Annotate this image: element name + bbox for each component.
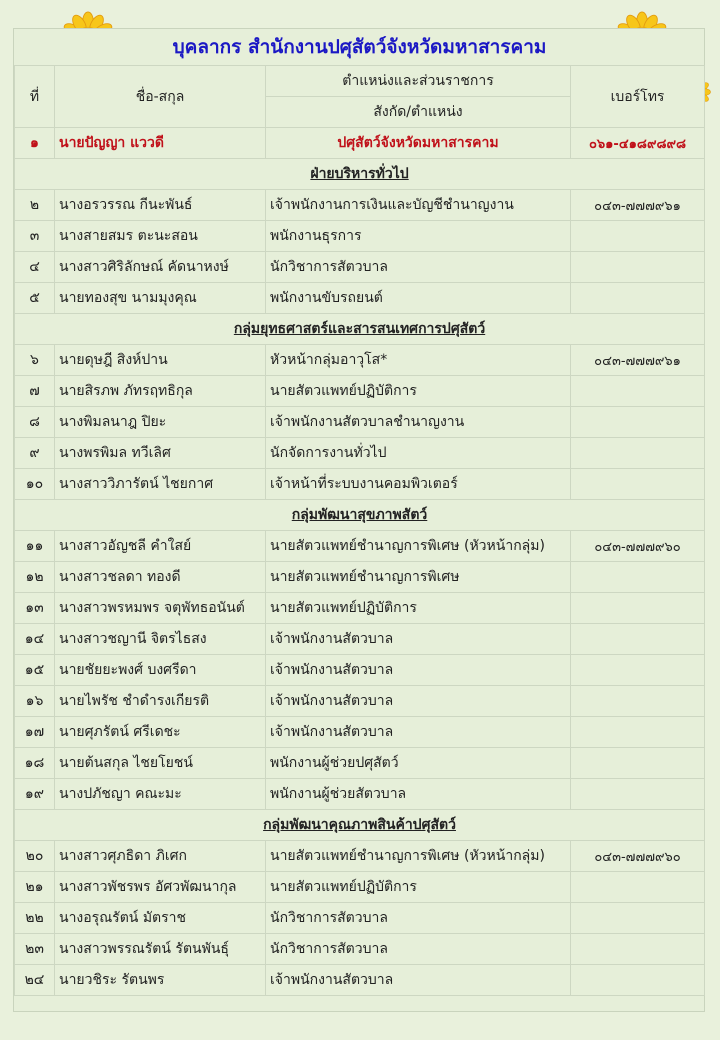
row-no: ๙ — [15, 438, 55, 469]
row-phone — [571, 221, 705, 252]
table-row — [15, 903, 705, 934]
row-name: นางอรุณรัตน์ มัตราช — [55, 903, 266, 934]
row-name: นางสาวพรหมพร จตุพัทธอนันต์ — [55, 593, 266, 624]
row-position: นายสัตวแพทย์ปฏิบัติการ — [266, 872, 571, 903]
row-phone — [571, 748, 705, 779]
group-heading: กลุ่มยุทธศาสตร์และสารสนเทศการปศุสัตว์ — [15, 314, 705, 345]
row-no: ๒๐ — [15, 841, 55, 872]
table-row — [15, 531, 705, 562]
row-name: นางสาวพัชรพร อัศวพัฒนากุล — [55, 872, 266, 903]
staff-directory-sheet — [13, 28, 705, 1012]
row-name: นายทองสุข นามมุงคุณ — [55, 283, 266, 314]
row-phone — [571, 252, 705, 283]
row-no: ๑๒ — [15, 562, 55, 593]
row-position: นายสัตวแพทย์ปฏิบัติการ — [266, 376, 571, 407]
row-phone — [571, 965, 705, 996]
row-no: ๑๙ — [15, 779, 55, 810]
row-name: นางพิมลนาฎ ปิยะ — [55, 407, 266, 438]
row-no: ๑๕ — [15, 655, 55, 686]
row-phone — [571, 593, 705, 624]
row-position: เจ้าพนักงานสัตวบาล — [266, 717, 571, 748]
row-name: นางอรวรรณ กีนะพันธ์ — [55, 190, 266, 221]
row-name: นางสาวชญานี จิตรไธสง — [55, 624, 266, 655]
title-row — [15, 29, 705, 66]
row-no: ๑๑ — [15, 531, 55, 562]
row-no: ๔ — [15, 252, 55, 283]
row-no: ๑๐ — [15, 469, 55, 500]
group-heading-row — [15, 810, 705, 841]
header-subposition: สังกัด/ตำแหน่ง — [266, 97, 571, 128]
row-position: นายสัตวแพทย์ชำนาญการพิเศษ (หัวหน้ากลุ่ม) — [266, 531, 571, 562]
row-phone — [571, 438, 705, 469]
row-position: เจ้าพนักงานสัตวบาลชำนาญงาน — [266, 407, 571, 438]
row-name: นางสาววิภารัตน์ ไชยกาศ — [55, 469, 266, 500]
row-name: นางพรพิมล ทวีเลิศ — [55, 438, 266, 469]
row-no: ๒๑ — [15, 872, 55, 903]
row-position: หัวหน้ากลุ่มอาวุโส* — [266, 345, 571, 376]
page-title: บุคลากร สำนักงานปศุสัตว์จังหวัดมหาสารคาม — [15, 29, 705, 66]
row-position: พนักงานธุรการ — [266, 221, 571, 252]
row-name: นายสิรภพ ภัทรฤทธิกุล — [55, 376, 266, 407]
staff-table — [14, 29, 705, 996]
row-no: ๓ — [15, 221, 55, 252]
row-phone: ๐๔๓-๗๗๗๙๖๐ — [571, 531, 705, 562]
row-no: ๑๔ — [15, 624, 55, 655]
row-position: พนักงานขับรถยนต์ — [266, 283, 571, 314]
row-phone — [571, 934, 705, 965]
header-row — [15, 66, 705, 97]
row-position: เจ้าหน้าที่ระบบงานคอมพิวเตอร์ — [266, 469, 571, 500]
row-name: นายปัญญา แววดี — [55, 128, 266, 159]
row-name: นายวชิระ รัตนพร — [55, 965, 266, 996]
row-name: นางสาวศุภธิดา ภิเศก — [55, 841, 266, 872]
row-phone: ๐๔๓-๗๗๗๙๖๑ — [571, 190, 705, 221]
row-position: พนักงานผู้ช่วยสัตวบาล — [266, 779, 571, 810]
row-position: นักวิชาการสัตวบาล — [266, 252, 571, 283]
group-heading: ฝ่ายบริหารทั่วไป — [15, 159, 705, 190]
header-no: ที่ — [15, 66, 55, 128]
row-phone — [571, 717, 705, 748]
table-row — [15, 593, 705, 624]
row-name: นางสาวศิริลักษณ์ คัดนาหงษ์ — [55, 252, 266, 283]
row-phone — [571, 686, 705, 717]
table-row — [15, 624, 705, 655]
row-name: นางสาวชลดา ทองดี — [55, 562, 266, 593]
row-no: ๑๗ — [15, 717, 55, 748]
row-phone — [571, 407, 705, 438]
row-position: เจ้าพนักงานสัตวบาล — [266, 965, 571, 996]
table-row — [15, 934, 705, 965]
table-row — [15, 841, 705, 872]
row-phone — [571, 376, 705, 407]
row-no: ๑๖ — [15, 686, 55, 717]
row-phone — [571, 469, 705, 500]
row-position: พนักงานผู้ช่วยปศุสัตว์ — [266, 748, 571, 779]
row-phone — [571, 283, 705, 314]
row-name: นางสาวพรรณรัตน์ รัตนพันธุ์ — [55, 934, 266, 965]
table-row — [15, 376, 705, 407]
table-row — [15, 686, 705, 717]
row-name: นายชัยยะพงศ์ บงศรีดา — [55, 655, 266, 686]
table-row — [15, 965, 705, 996]
table-row — [15, 252, 705, 283]
row-phone — [571, 655, 705, 686]
header-position: ตำแหน่งและส่วนราชการ — [266, 66, 571, 97]
row-name: นายต้นสกุล ไชยโยชน์ — [55, 748, 266, 779]
row-phone — [571, 624, 705, 655]
row-position: เจ้าพนักงานสัตวบาล — [266, 686, 571, 717]
table-row — [15, 221, 705, 252]
row-position: เจ้าพนักงานสัตวบาล — [266, 624, 571, 655]
row-no: ๒๓ — [15, 934, 55, 965]
row-position: ปศุสัตว์จังหวัดมหาสารคาม — [266, 128, 571, 159]
header-phone: เบอร์โทร — [571, 66, 705, 128]
row-position: เจ้าพนักงานสัตวบาล — [266, 655, 571, 686]
row-position: นายสัตวแพทย์ชำนาญการพิเศษ (หัวหน้ากลุ่ม) — [266, 841, 571, 872]
row-no: ๒๒ — [15, 903, 55, 934]
row-phone — [571, 779, 705, 810]
row-name: นายศุภรัตน์ ศรีเดชะ — [55, 717, 266, 748]
row-no: ๑๓ — [15, 593, 55, 624]
table-row — [15, 717, 705, 748]
group-heading: กลุ่มพัฒนาสุขภาพสัตว์ — [15, 500, 705, 531]
header-name: ชื่อ-สกุล — [55, 66, 266, 128]
row-no: ๑๘ — [15, 748, 55, 779]
row-position: นักวิชาการสัตวบาล — [266, 934, 571, 965]
row-phone: ๐๔๓-๗๗๗๙๖๐ — [571, 841, 705, 872]
row-no: ๗ — [15, 376, 55, 407]
table-row — [15, 190, 705, 221]
row-phone: ๐๖๑-๔๑๘๙๘๙๘ — [571, 128, 705, 159]
table-row — [15, 469, 705, 500]
row-position: นักวิชาการสัตวบาล — [266, 903, 571, 934]
row-position: นายสัตวแพทย์ชำนาญการพิเศษ — [266, 562, 571, 593]
row-name: นางสายสมร ตะนะสอน — [55, 221, 266, 252]
group-heading-row — [15, 500, 705, 531]
row-position: เจ้าพนักงานการเงินและบัญชีชำนาญงาน — [266, 190, 571, 221]
group-heading-row — [15, 314, 705, 345]
table-row — [15, 562, 705, 593]
group-heading-row — [15, 159, 705, 190]
row-phone — [571, 562, 705, 593]
table-row — [15, 283, 705, 314]
row-no: ๖ — [15, 345, 55, 376]
row-no: ๒ — [15, 190, 55, 221]
row-no: ๒๔ — [15, 965, 55, 996]
row-name: นางสาวอัญชลี คำใสย์ — [55, 531, 266, 562]
row-no: ๕ — [15, 283, 55, 314]
table-row — [15, 438, 705, 469]
row-phone: ๐๔๓-๗๗๗๙๖๑ — [571, 345, 705, 376]
row-no: ๑ — [15, 128, 55, 159]
row-name: นายไพรัช ชำดำรงเกียรติ — [55, 686, 266, 717]
table-row — [15, 655, 705, 686]
row-name: นางปภัชญา คณะมะ — [55, 779, 266, 810]
row-position: นายสัตวแพทย์ปฏิบัติการ — [266, 593, 571, 624]
row-position: นักจัดการงานทั่วไป — [266, 438, 571, 469]
group-heading: กลุ่มพัฒนาคุณภาพสินค้าปศุสัตว์ — [15, 810, 705, 841]
table-row — [15, 407, 705, 438]
head-row — [15, 128, 705, 159]
table-row — [15, 748, 705, 779]
table-row — [15, 872, 705, 903]
table-row — [15, 779, 705, 810]
row-phone — [571, 903, 705, 934]
row-name: นายดุษฎี สิงห์ปาน — [55, 345, 266, 376]
row-no: ๘ — [15, 407, 55, 438]
table-row — [15, 345, 705, 376]
row-phone — [571, 872, 705, 903]
